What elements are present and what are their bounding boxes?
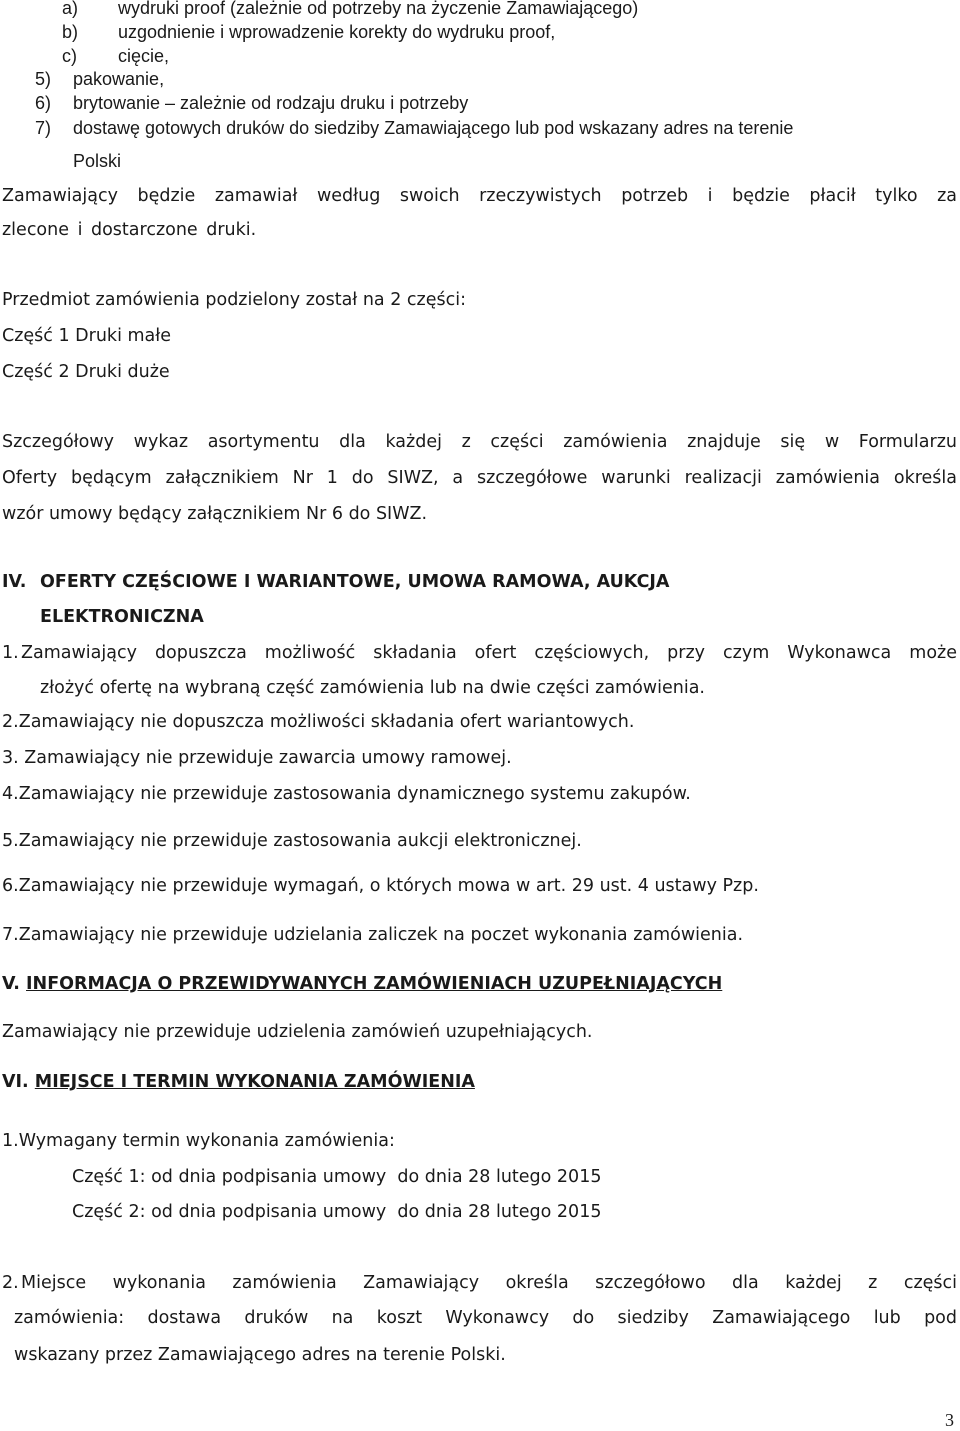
item-text: Miejsce wykonania zamówienia Zamawiający określa szczegółowo dla każdej z części (21, 1273, 957, 1293)
item-text: Zamawiający nie przewiduje udzielania zaliczek na poczet wykonania zamówienia. (18, 925, 744, 945)
section-number: VI. (2, 1072, 29, 1092)
item-text: Zamawiający dopuszcza możliwość składania ofert częściowych, przy czym Wykonawca może (21, 643, 957, 663)
item-number: 1. (2, 643, 19, 663)
list-item-text: cięcie, (118, 46, 170, 66)
list-item (2, 642, 957, 664)
item-number: 4. (2, 784, 19, 804)
page-number: 3 (945, 1410, 954, 1430)
list-item-text: uzgodnienie i wprowadzenie korekty do wydruku proof, (118, 22, 556, 42)
paragraph-line: Zamawiający nie przewiduje udzielenia zamówień uzupełniających. (2, 1022, 593, 1042)
paragraph-line: Szczegółowy wykaz asortymentu dla każdej z części zamówienia znajduje się w Formularzu (2, 432, 957, 452)
section-title: MIEJSCE I TERMIN WYKONANIA ZAMÓWIENIA (34, 1072, 475, 1092)
list-item-text: pakowanie, (73, 69, 165, 89)
item-text: Zamawiający nie przewiduje zastosowania dynamicznego systemu zakupów. (18, 784, 691, 804)
paragraph-line: Oferty będącym załącznikiem Nr 1 do SIWZ, a szczegółowe warunki realizacji zamówienia określa (2, 468, 957, 488)
list-item (62, 0, 639, 19)
list-item (2, 747, 512, 769)
list-item-text: dostawę gotowych druków do siedziby Zamawiającego lub pod wskazany adres na terenie (73, 118, 794, 138)
term-line: Część 1: od dnia podpisania umowy do dnia 28 lutego 2015 (72, 1167, 602, 1187)
item-text-continuation: złożyć ofertę na wybraną część zamówienia lub na dwie części zamówienia. (40, 678, 705, 698)
list-item (2, 783, 691, 805)
section-number: IV. (2, 572, 27, 592)
item-number: 7. (2, 925, 19, 945)
paragraph-line: Przedmiot zamówienia podzielony został na 2 części: (2, 290, 466, 310)
list-marker: c) (62, 46, 77, 66)
list-marker: 6) (35, 93, 52, 113)
list-item (2, 1130, 395, 1152)
term-line: Część 2: od dnia podpisania umowy do dnia 28 lutego 2015 (72, 1202, 602, 1222)
list-item (62, 45, 170, 67)
item-number: 2. (2, 1273, 19, 1293)
item-number: 1. (2, 1131, 19, 1151)
section-title: INFORMACJA O PRZEWIDYWANYCH ZAMÓWIENIACH UZUPEŁNIAJĄCYCH (26, 974, 723, 994)
section-heading (2, 973, 722, 995)
item-text: Zamawiający nie przewiduje wymagań, o których mowa w art. 29 ust. 4 ustawy Pzp. (18, 876, 759, 896)
section-title: OFERTY CZĘŚCIOWE I WARIANTOWE, UMOWA RAMOWA, AUKCJA (40, 572, 670, 592)
list-marker: a) (62, 0, 79, 18)
list-item (35, 92, 469, 114)
item-number: 6. (2, 876, 19, 896)
item-text: Zamawiający nie dopuszcza możliwości składania ofert wariantowych. (18, 712, 635, 732)
list-marker: 5) (35, 69, 52, 89)
list-item-continuation: Polski (73, 151, 122, 171)
item-text: Zamawiający nie przewiduje zastosowania aukcji elektronicznej. (18, 831, 582, 851)
part-item: Część 2 Druki duże (2, 362, 170, 382)
part-item: Część 1 Druki małe (2, 326, 172, 346)
paragraph-line: zamówienia: dostawa druków na koszt Wykonawcy do siedziby Zamawiającego lub pod (14, 1308, 957, 1328)
list-item (2, 1272, 957, 1294)
item-number: 3. (2, 748, 19, 768)
list-marker: b) (62, 22, 79, 42)
list-item (35, 68, 165, 90)
item-number: 5. (2, 831, 19, 851)
list-item (2, 830, 582, 852)
list-marker: 7) (35, 118, 52, 138)
list-item (2, 875, 759, 897)
list-item-text: brytowanie – zależnie od rodzaju druku i potrzeby (73, 93, 469, 113)
paragraph-line: zlecone i dostarczone druki. (2, 220, 257, 240)
section-number: V. (2, 974, 20, 994)
list-item (2, 924, 743, 946)
section-title-continuation: ELEKTRONICZNA (40, 607, 204, 627)
paragraph-line: wzór umowy będący załącznikiem Nr 6 do SIWZ. (2, 504, 428, 524)
list-item-text: wydruki proof (zależnie od potrzeby na życzenie Zamawiającego) (118, 0, 639, 18)
item-text: Wymagany termin wykonania zamówienia: (18, 1131, 395, 1151)
section-heading (2, 571, 670, 593)
list-item (35, 117, 794, 139)
item-number: 2. (2, 712, 19, 732)
list-item (62, 21, 556, 43)
paragraph-line: wskazany przez Zamawiającego adres na terenie Polski. (14, 1345, 506, 1365)
paragraph-line: Zamawiający będzie zamawiał według swoich rzeczywistych potrzeb i będzie płacił tylko za (2, 186, 957, 206)
section-heading (2, 1071, 475, 1093)
list-item (2, 711, 634, 733)
item-text: Zamawiający nie przewiduje zawarcia umowy ramowej. (24, 748, 512, 768)
